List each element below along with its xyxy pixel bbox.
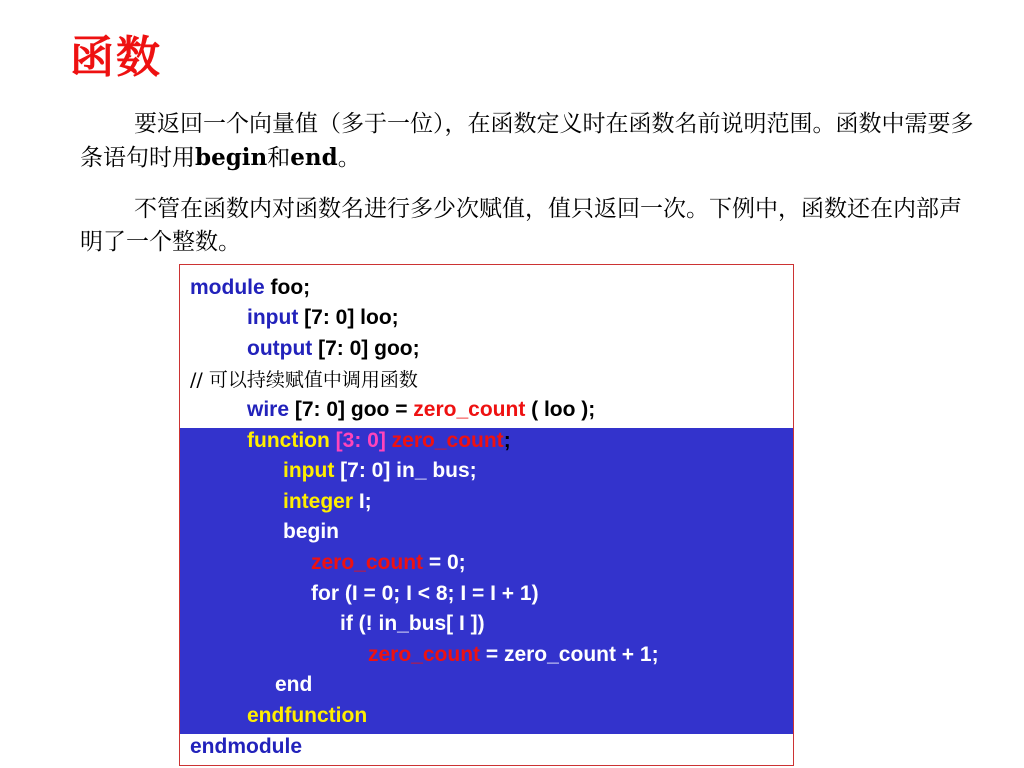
wire-args: ( loo ); — [525, 398, 596, 421]
function-semicolon: ; — [503, 429, 511, 452]
increment-expr: = zero_count + 1; — [480, 643, 659, 666]
integer-decl: I; — [353, 490, 372, 513]
func-input-decl: [7: 0] in_ bus; — [334, 459, 477, 482]
code-line-for: for (I = 0; I < 8; I = I + 1) — [311, 582, 539, 605]
keyword-output: output — [247, 337, 313, 360]
code-line-module — [190, 273, 310, 303]
slide-title: 函数 — [70, 32, 162, 83]
function-name: zero_count — [385, 429, 504, 452]
keyword-wire: wire — [247, 398, 290, 421]
code-line-wire — [247, 395, 595, 425]
function-range: [3: 0] — [329, 429, 386, 452]
code-line-input — [247, 303, 399, 333]
code-line-endfunction: endfunction — [247, 704, 368, 727]
output-decl: [7: 0] goo; — [312, 337, 420, 360]
code-line-begin: begin — [283, 520, 339, 543]
code-line-end: end — [275, 673, 313, 696]
code-line-increment — [368, 640, 659, 670]
keyword-module: module — [190, 276, 265, 299]
keyword-func-input: input — [283, 459, 335, 482]
module-name: foo; — [264, 276, 311, 299]
code-line-if: if (! in_bus[ I ]) — [340, 612, 485, 635]
keyword-input: input — [247, 306, 299, 329]
init-value: = 0; — [423, 551, 466, 574]
input-decl: [7: 0] loo; — [298, 306, 399, 329]
code-line-func-input — [283, 456, 477, 486]
paragraph1-text-c: 。 — [337, 145, 361, 171]
paragraph1-text-b: 和 — [267, 145, 291, 171]
code-line-output — [247, 334, 420, 364]
paragraph-return-once: 不管在函数内对函数名进行多少次赋值，值只返回一次。下例中，函数还在内部声明了一个整数。 — [80, 196, 962, 255]
code-line-integer — [283, 487, 372, 517]
code-comment: // 可以持续赋值中调用函数 — [190, 369, 418, 391]
wire-decl: [7: 0] goo = — [289, 398, 414, 421]
keyword-end: end — [290, 144, 338, 171]
keyword-integer: integer — [283, 490, 354, 513]
code-block — [179, 264, 794, 766]
increment-target: zero_count — [368, 643, 481, 666]
code-line-function — [247, 426, 511, 456]
code-line-endmodule: endmodule — [190, 735, 303, 758]
keyword-begin: begin — [195, 144, 268, 171]
paragraph-vector-return — [80, 108, 980, 175]
paragraph1-text-a: 要返回一个向量值（多于一位），在函数定义时在函数名前说明范围。函数中需要多条语句时用 — [80, 111, 974, 171]
keyword-function: function — [247, 429, 330, 452]
init-target: zero_count — [311, 551, 424, 574]
function-call-name: zero_count — [413, 398, 526, 421]
code-line-init — [311, 548, 466, 578]
